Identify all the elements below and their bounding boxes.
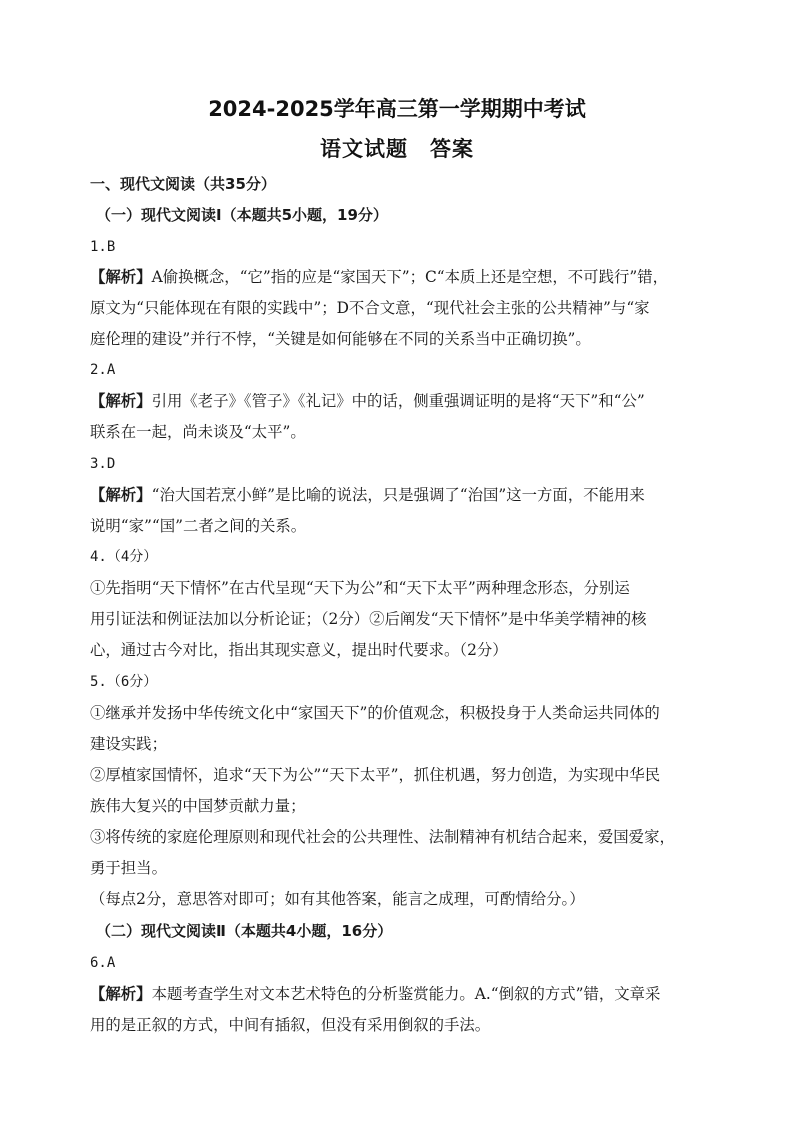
part1-heading: （一）现代文阅读Ⅰ（本题共5小题，19分） <box>96 206 388 224</box>
q5-answer: 5.（6分） <box>90 674 158 690</box>
q1-answer: 1.B <box>90 239 116 255</box>
q5-answer-line: ②厚植家国情怀，追求“天下为公”“天下太平”，抓住机遇，努力创造，为实现中华民 <box>90 766 661 784</box>
q5-answer-line: ①继承并发扬中华传统文化中“家国天下”的价值观念，积极投身于人类命运共同体的 <box>90 704 660 722</box>
q6-explanation-line: 用的是正叙的方式，中间有插叙，但没有采用倒叙的手法。 <box>90 1016 491 1034</box>
part2-heading: （二）现代文阅读Ⅱ（本题共4小题，16分） <box>96 922 393 940</box>
q4-answer-line: ①先指明“天下情怀”在古代呈现“天下为公”和“天下太平”两种理念形态，分别运 <box>90 579 630 597</box>
subtitle-subject: 语文试题 <box>320 137 408 161</box>
q3-explanation-line: 说明“家”“国”二者之间的关系。 <box>90 517 307 535</box>
q5-answer-line: 族伟大复兴的中国梦贡献力量； <box>90 797 306 815</box>
q2-explanation-line: 联系在一起，尚未谈及“太平”。 <box>90 423 306 441</box>
section-heading: 一、现代文阅读（共35分） <box>90 175 276 193</box>
q6-explanation-line: 【解析】本题考查学生对文本艺术特色的分析鉴赏能力。A.“倒叙的方式”错，文章采 <box>90 985 661 1003</box>
explanation-tag: 【解析】 <box>90 392 152 410</box>
q5-scoring-note: （每点2分，意思答对即可；如有其他答案，能言之成理，可酌情给分。） <box>90 890 585 908</box>
q3-answer: 3.D <box>90 456 116 472</box>
subtitle-answer: 答案 <box>430 137 474 161</box>
q3-explanation-line: 【解析】“治大国若烹小鲜”是比喻的说法，只是强调了“治国”这一方面，不能用来 <box>90 486 645 504</box>
q1-explanation-line: 【解析】A偷换概念，“它”指的应是“家国天下”；C“本质上还是空想，不可践行”错， <box>90 268 669 286</box>
q1-explanation-line: 庭伦理的建设”并行不悖，“关键是如何能够在不同的关系当中正确切换”。 <box>90 330 591 348</box>
q5-answer-line: 建设实践； <box>90 735 167 753</box>
q4-answer-line: 用引证法和例证法加以分析论证；（2分）②后阐发“天下情怀”是中华美学精神的核 <box>90 610 647 628</box>
explanation-tag: 【解析】 <box>90 486 152 504</box>
q4-answer-line: 心，通过古今对比，指出其现实意义，提出时代要求。（2分） <box>90 641 508 659</box>
q5-answer-line: ③将传统的家庭伦理原则和现代社会的公共理性、法制精神有机结合起来，爱国爱家， <box>90 828 675 846</box>
exam-title: 2024-2025学年高三第一学期期中考试 <box>208 97 586 121</box>
exam-subtitle <box>0 133 794 163</box>
q4-answer: 4.（4分） <box>90 549 158 565</box>
q2-answer: 2.A <box>90 362 116 378</box>
explanation-tag: 【解析】 <box>90 268 152 286</box>
q5-answer-line: 勇于担当。 <box>90 859 167 877</box>
q1-explanation-line: 原文为“只能体现在有限的实践中”；D不合文意，“现代社会主张的公共精神”与“家 <box>90 299 650 317</box>
explanation-tag: 【解析】 <box>90 985 152 1003</box>
q6-answer: 6.A <box>90 955 116 971</box>
q2-explanation-line: 【解析】引用《老子》《管子》《礼记》中的话，侧重强调证明的是将“天下”和“公” <box>90 392 645 410</box>
